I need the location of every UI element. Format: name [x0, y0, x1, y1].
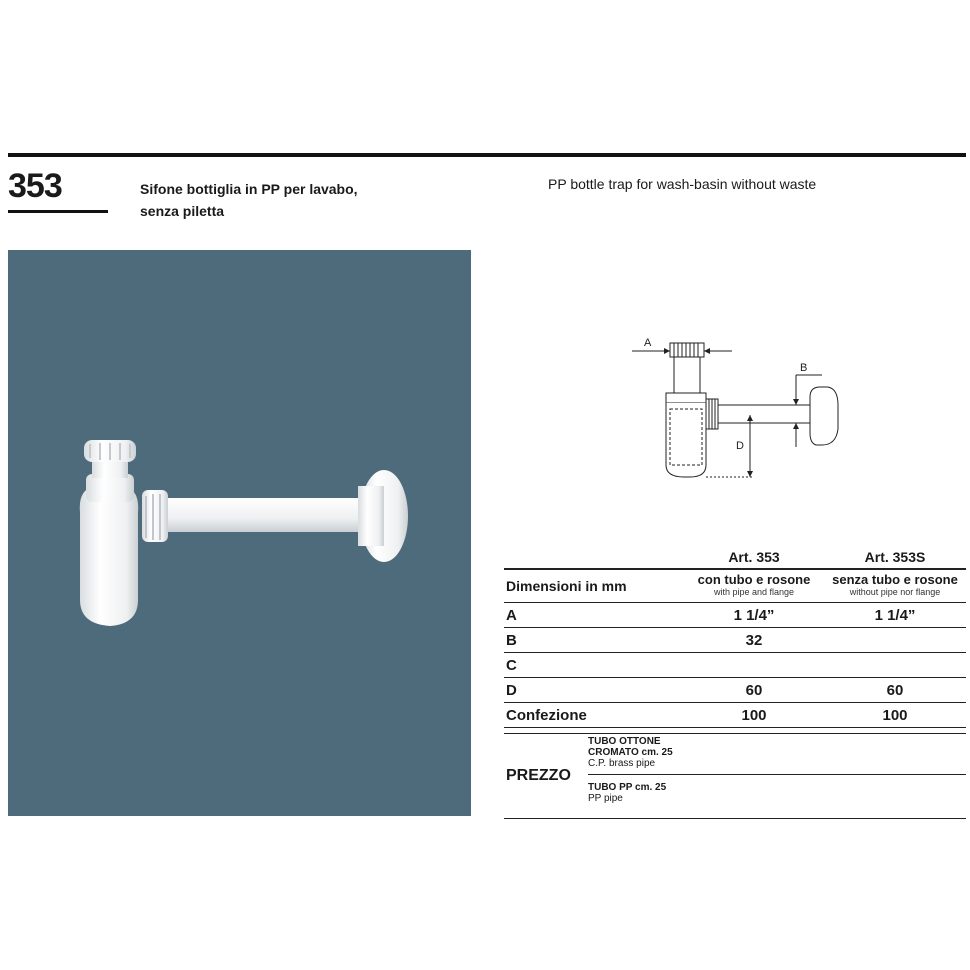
price-item-pp-label: TUBO PP cm. 25	[588, 782, 667, 793]
technical-diagram	[632, 325, 852, 490]
row-value-353: 32	[684, 628, 824, 653]
label-a: A	[644, 337, 652, 349]
row-key: D	[504, 678, 684, 703]
table-row	[504, 678, 966, 703]
row-value-353: 60	[684, 678, 824, 703]
row-key: A	[504, 603, 684, 628]
code-underline	[8, 210, 108, 213]
row-value-353s: 1 1/4”	[824, 603, 966, 628]
table-row	[504, 603, 966, 628]
title-italian-line1: Sifone bottiglia in PP per lavabo,	[140, 181, 358, 197]
bottle-trap-image	[8, 250, 471, 816]
col2-description	[824, 569, 966, 603]
price-section	[504, 733, 966, 819]
table-row	[504, 703, 966, 728]
col1-description	[684, 569, 824, 603]
label-b: B	[800, 362, 808, 374]
column-description-row	[504, 569, 966, 603]
row-value-353: 1 1/4”	[684, 603, 824, 628]
price-item-brass-en: C.P. brass pipe	[588, 758, 656, 769]
table-row	[504, 653, 966, 678]
product-code: 353	[8, 167, 62, 205]
price-divider	[588, 774, 966, 775]
product-photo	[8, 250, 471, 816]
col1-desc-it: con tubo e rosone	[697, 572, 811, 587]
art-353s-header: Art. 353S	[864, 549, 926, 565]
top-rule	[8, 153, 966, 157]
row-key: B	[504, 628, 684, 653]
title-italian	[140, 178, 460, 222]
col1-desc-en: with pipe and flange	[713, 587, 795, 597]
label-d: D	[736, 440, 744, 452]
row-value-353s: 60	[824, 678, 966, 703]
row-key: Confezione	[504, 703, 684, 728]
row-value-353s: 100	[824, 703, 966, 728]
price-item-brass-line1: TUBO OTTONE	[588, 736, 661, 747]
row-value-353: 100	[684, 703, 824, 728]
title-italian-line2: senza piletta	[140, 203, 225, 219]
art-353-header: Art. 353	[728, 549, 780, 565]
art-header-row	[504, 546, 966, 569]
row-key: C	[504, 653, 684, 678]
col2-desc-en: without pipe nor flange	[849, 587, 941, 597]
price-item-pp	[588, 782, 666, 804]
dimensions-label: Dimensioni in mm	[504, 569, 684, 603]
row-value-353	[684, 653, 824, 678]
price-item-brass-line2: CROMATO cm. 25	[588, 747, 673, 758]
title-english: PP bottle trap for wash-basin without waste	[548, 176, 817, 192]
spec-table	[504, 546, 966, 728]
row-value-353s	[824, 653, 966, 678]
col2-desc-it: senza tubo e rosone	[832, 572, 958, 587]
row-value-353s	[824, 628, 966, 653]
price-item-brass	[588, 736, 673, 769]
table-row	[504, 628, 966, 653]
price-label: PREZZO	[506, 767, 571, 784]
price-item-pp-en: PP pipe	[588, 793, 623, 804]
